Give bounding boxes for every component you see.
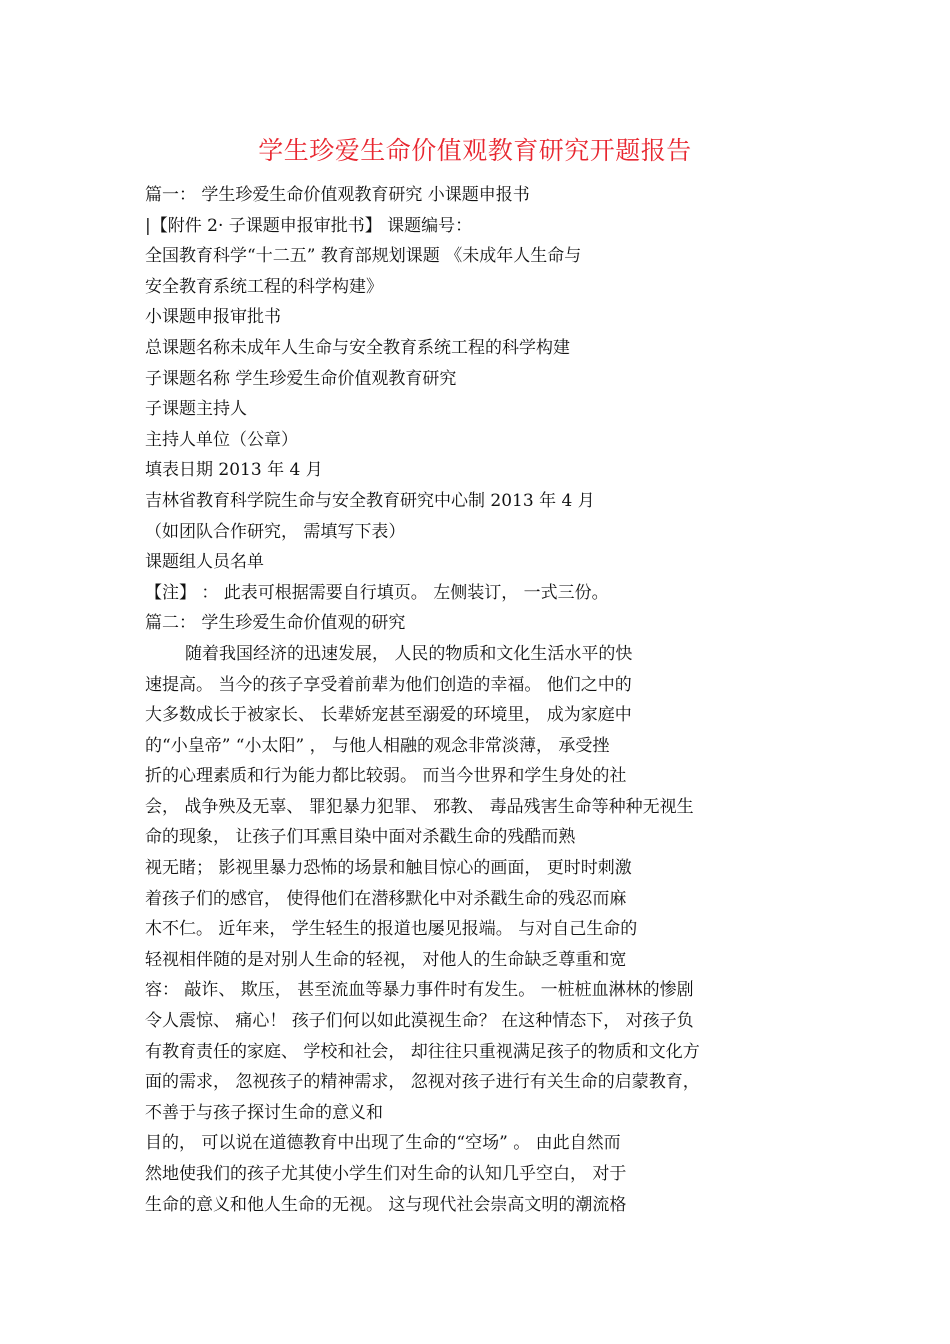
- text-line: 篇二： 学生珍爱生命价值观的研究: [145, 613, 406, 634]
- text-line: |【附件 2· 子课题申报审批书】 课题编号：: [145, 215, 473, 236]
- document-body: [145, 180, 825, 1220]
- text-line: 面的需求， 忽视孩子的精神需求， 忽视对孩子进行有关生命的启蒙教育，: [145, 1072, 700, 1093]
- text-line: （如团队合作研究， 需填写下表）: [145, 521, 406, 542]
- text-line: 目的， 可以说在道德教育中出现了生命的“空场” 。 由此自然而: [145, 1133, 621, 1154]
- text-line: 总课题名称未成年人生命与安全教育系统工程的科学构建: [145, 337, 570, 358]
- text-line: 不善于与孩子探讨生命的意义和: [145, 1102, 383, 1123]
- text-line: 的“小皇帝” “小太阳” ， 与他人相融的观念非常淡薄， 承受挫: [145, 735, 610, 756]
- text-line: 视无睹； 影视里暴力恐怖的场景和触目惊心的画面， 更时时刺激: [145, 858, 632, 879]
- text-line: 令人震惊、 痛心！ 孩子们何以如此漠视生命？ 在这种情态下， 对孩子负: [145, 1011, 694, 1032]
- text-line: 有教育责任的家庭、 学校和社会， 却往往只重视满足孩子的物质和文化方: [145, 1041, 700, 1062]
- text-line: 安全教育系统工程的科学构建》: [145, 276, 383, 297]
- text-line: 主持人单位（公章）: [145, 429, 298, 450]
- text-line: 大多数成长于被家长、 长辈娇宠甚至溺爱的环境里， 成为家庭中: [145, 705, 632, 726]
- text-line: 全国教育科学“十二五” 教育部规划课题 《未成年人生命与: [145, 246, 582, 267]
- text-line: 吉林省教育科学院生命与安全教育研究中心制 2013 年 4 月: [145, 490, 595, 511]
- text-line: 轻视相伴随的是对别人生命的轻视， 对他人的生命缺乏尊重和宽: [145, 949, 627, 970]
- document-title: 学生珍爱生命价值观教育研究开题报告: [258, 136, 692, 165]
- text-line: 子课题主持人: [145, 399, 247, 420]
- text-line: 小课题申报审批书: [145, 307, 281, 328]
- text-line: 着孩子们的感官， 使得他们在潜移默化中对杀戳生命的残忍而麻: [145, 888, 627, 909]
- text-line: 篇一： 学生珍爱生命价值观教育研究 小课题申报书: [145, 185, 530, 205]
- text-line: 随着我国经济的迅速发展， 人民的物质和文化生活水平的快: [185, 643, 633, 664]
- text-line: 木不仁。 近年来， 学生轻生的报道也屡见报端。 与对自己生命的: [145, 919, 638, 940]
- text-line: 课题组人员名单: [145, 552, 264, 573]
- text-line: 生命的意义和他人生命的无视。 这与现代社会崇高文明的潮流格: [145, 1194, 627, 1215]
- text-line: 容： 敲诈、 欺压， 甚至流血等暴力事件时有发生。 一桩桩血淋林的惨剧: [145, 980, 694, 1001]
- text-line: 【注】 ： 此表可根据需要自行填页。 左侧装订， 一式三份。: [145, 582, 609, 603]
- text-line: 子课题名称 学生珍爱生命价值观教育研究: [145, 368, 457, 389]
- text-line: 速提高。 当今的孩子享受着前辈为他们创造的幸福。 他们之中的: [145, 674, 632, 695]
- text-line: 然地使我们的孩子尤其使小学生们对生命的认知几乎空白， 对于: [145, 1164, 627, 1184]
- text-line: 折的心理素质和行为能力都比较弱。 而当今世界和学生身处的社: [145, 766, 627, 787]
- text-line: 填表日期 2013 年 4 月: [145, 460, 323, 481]
- text-line: 会， 战争殃及无辜、 罪犯暴力犯罪、 邪教、 毒品残害生命等种种无视生: [145, 796, 694, 817]
- text-line: 命的现象， 让孩子们耳熏目染中面对杀戳生命的残酷而熟: [145, 827, 576, 848]
